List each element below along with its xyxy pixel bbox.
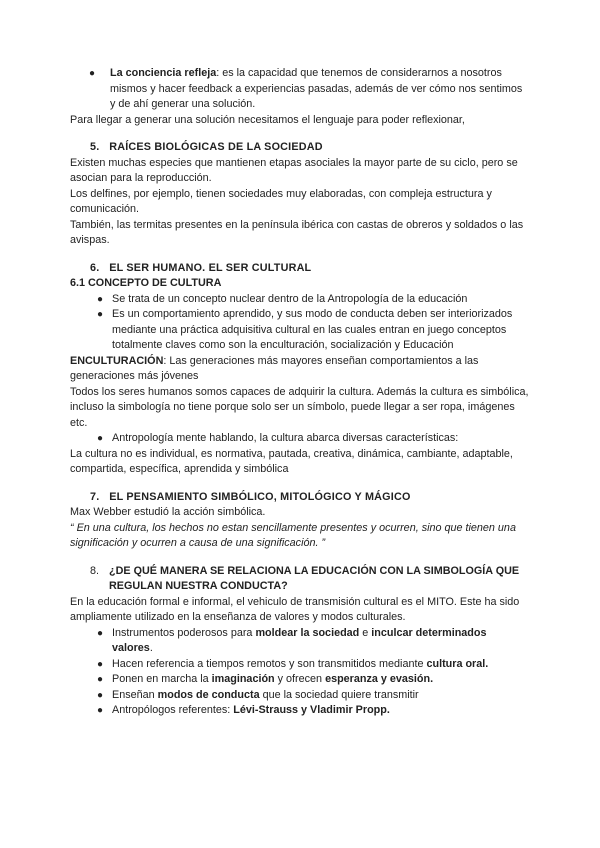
list-item: ● Es un comportamiento aprendido, y sus modo de conducta deben ser interiorizados mediante una práctica adquisitiva cultural en las cuales entran en juego conceptos totalmente claves como son la enculturación, socialización y Educación <box>97 308 513 351</box>
section-heading-8: 8. ¿DE QUÉ MANERA SE RELACIONA LA EDUCACIÓN CON LA SIMBOLOGÍA QUE REGULAN NUESTRA CONDUCTA? <box>90 564 520 592</box>
list-item: ● Instrumentos poderosos para moldear la sociedad e inculcar determinados valores. <box>97 626 487 654</box>
paragraph: Todos los seres humanos somos capaces de adquirir la cultura. Además la cultura es simbólica, incluso la simbología no tiene porque solo ser un símbolo, puede llegar a ser ropa, imágenes etc. <box>70 385 529 429</box>
subheading: 6.1 CONCEPTO DE CULTURA <box>70 277 222 289</box>
list-item: ● Antropología mente hablando, la cultura abarca diversas características: <box>70 431 530 447</box>
paragraph: También, las termitas presentes en la península ibérica con castas de obreros y soldados o las avispas. <box>70 218 524 246</box>
bullet-icon: ● <box>97 293 104 305</box>
paragraph: Max Webber estudió la acción simbólica. <box>70 506 266 518</box>
bullet-icon: ● <box>97 705 104 716</box>
quote: “ En una cultura, los hechos no estan sencillamente presentes y ocurren, sino que tienen una significación y ocurren a causa de una significación. ” <box>70 521 516 549</box>
paragraph: Existen muchas especies que mantienen etapas asociales la mayor parte de su ciclo, pero se asocian para la reproducción. <box>70 156 518 184</box>
term: La conciencia refleja <box>110 67 217 79</box>
bullet-icon: ● <box>89 68 96 79</box>
bullet-icon: ● <box>97 689 104 701</box>
paragraph: En la educación formal e informal, el vehiculo de transmisión cultural es el MITO. Este ha sido ampliamente utilizado en la enseñanza de valores y modos culturales. <box>70 595 520 623</box>
list-item: ● Hacen referencia a tiempos remotos y son transmitidos mediante cultura oral. <box>70 657 530 673</box>
paragraph: Los delfines, por ejemplo, tienen sociedades muy elaboradas, con compleja estructura y comunicación. <box>70 187 492 215</box>
bullet-icon: ● <box>97 658 104 670</box>
list-item: ● Se trata de un concepto nuclear dentro de la Antropología de la educación <box>70 292 530 308</box>
bullet-icon: ● <box>97 627 104 639</box>
bullet-icon: ● <box>97 433 104 444</box>
paragraph: ENCULTURACIÓN: Las generaciones más mayores enseñan comportamientos a las generaciones más jóvenes <box>70 354 479 382</box>
list-item: ● Ponen en marcha la imaginación y ofrecen esperanza y evasión. <box>70 672 530 688</box>
list-item: ● La conciencia refleja: es la capacidad que tenemos de considerarnos a nosotros mismos y hacer feedback a experiencias pasadas, además de ver cómo nos sentimos y de ahí generar una solución. <box>89 67 523 110</box>
bullet-icon: ● <box>97 309 104 320</box>
list-item: ● Antropólogos referentes: Lévi-Strauss y Vladimir Propp. <box>70 703 530 719</box>
paragraph: La cultura no es individual, es normativa, pautada, creativa, dinámica, cambiante, adaptable, compartida, específica, aprendida y simbólica <box>70 447 513 475</box>
section-heading-7: 7. EL PENSAMIENTO SIMBÓLICO, MITOLÓGICO Y MÁGICO <box>90 490 411 503</box>
section-heading-6: 6. EL SER HUMANO. EL SER CULTURAL <box>90 261 312 274</box>
paragraph: Para llegar a generar una solución necesitamos el lenguaje para poder reflexionar, <box>70 113 465 126</box>
section-heading-5: 5. RAÍCES BIOLÓGICAS DE LA SOCIEDAD <box>90 141 323 153</box>
document-body <box>70 66 530 719</box>
list-item: ● Enseñan modos de conducta que la sociedad quiere transmitir <box>70 688 530 704</box>
bullet-icon: ● <box>97 674 104 685</box>
